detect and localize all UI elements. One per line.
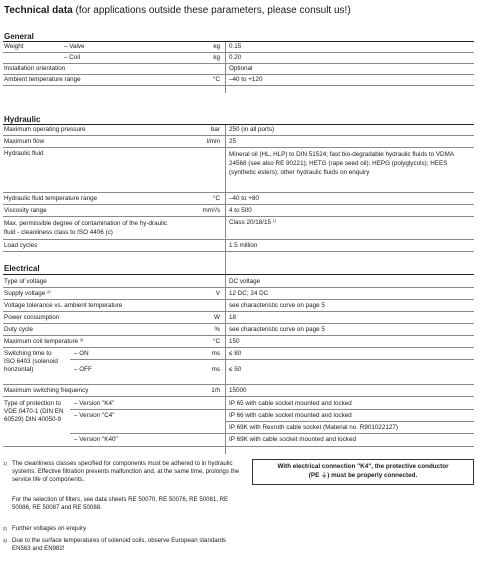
fluid-label: Hydraulic fluid [4, 150, 44, 157]
weight-valve-value: 0.15 [229, 43, 242, 50]
viscosity-unit: mm²/s [202, 207, 220, 214]
switching-label: Switching time to ISO 6403 (solenoid horizontal) [4, 350, 58, 373]
row-rule [3, 446, 474, 447]
ambient-value: –40 to +120 [229, 76, 263, 83]
row-rule [3, 192, 474, 193]
row-rule [3, 311, 474, 312]
flow-label: Maximum flow [4, 138, 45, 145]
weight-coil-value: 0.20 [229, 54, 242, 61]
pe-notice-line-2: (PE ⏚) must be properly connected. [308, 472, 418, 479]
c4-label: – Version "C4" [74, 412, 115, 419]
coil-temp-unit: °C [212, 338, 220, 345]
power-value: 18 [229, 314, 237, 321]
switching-on-value: ≤ 80 [229, 350, 242, 357]
viscosity-value: 4 to 500 [229, 207, 252, 214]
row-rule [3, 335, 474, 336]
supply-unit: V [215, 290, 220, 297]
row-rule [3, 85, 474, 86]
ambient-label: Ambient temperature range [4, 76, 81, 83]
flow-value: 25 [229, 138, 237, 145]
row-rule [3, 52, 474, 53]
footnote-3-marker: 3) [3, 538, 8, 543]
frequency-value: 15000 [229, 387, 247, 394]
row-rule [3, 239, 474, 240]
pressure-unit: bar [210, 126, 220, 133]
general-section-title: General [4, 32, 34, 41]
pe-notice-text [253, 462, 473, 480]
pe-notice-box [252, 459, 474, 485]
row-rule [3, 287, 474, 288]
power-label: Power consumption [4, 314, 60, 321]
pressure-label: Maximum operating pressure [4, 126, 86, 133]
row-rule [70, 433, 474, 434]
footnote-1-marker: 1) [3, 461, 8, 466]
footnote-2-text: Further voltages on enquiry [12, 525, 87, 532]
flow-unit: l/min [206, 138, 220, 145]
power-unit: W [214, 314, 220, 321]
row-rule [3, 384, 474, 385]
row-rule [70, 359, 474, 360]
ambient-unit: °C [212, 76, 220, 83]
footnote-1-extra: For the selection of filters, see data sheets RE 50070, RE 50076, RE 50081, RE 50086, RE 50087 and RE 50088. [12, 496, 229, 511]
orientation-label: Installation orientation [4, 65, 66, 72]
fluid-temp-value: –40 to +80 [229, 195, 259, 202]
frequency-label: Maximum switching frequency [4, 387, 89, 394]
row-rule [3, 323, 474, 324]
tolerance-value: see characteristic curve on page 5 [229, 302, 325, 309]
hydraulic-section-title: Hydraulic [4, 115, 41, 124]
load-value: 1.5 million [229, 242, 258, 249]
frequency-unit: 1/h [211, 387, 220, 394]
switching-on-label: – ON [74, 350, 89, 357]
general-top-rule [3, 41, 474, 42]
footnote-2-marker: 2) [3, 526, 8, 531]
k40-label: – Version "K40" [74, 436, 118, 443]
row-rule [3, 63, 474, 64]
contamination-label: Max. permissible degree of contamination of the hy-draulic fluid - cleanliness class to ISO 4406 (c) [4, 220, 168, 236]
weight-valve-unit: kg [213, 43, 220, 50]
electrical-divider [225, 275, 226, 454]
footnote-1-text: The cleanliness classes specified for components must be adhered to in hydraulic systems. Effective filtration prevents malfunction and, at the same time, prolongs the service life of components. [12, 460, 240, 483]
duty-label: Duty cycle [4, 326, 34, 333]
row-rule [3, 251, 474, 252]
duty-unit: % [214, 326, 220, 333]
title-sub: (for applications outside these parameters, please consult us!) [72, 5, 351, 16]
weight-coil-label: – Coil [64, 54, 81, 61]
coil-temp-value: 150 [229, 338, 240, 345]
supply-label: Supply voltage ²⁾ [4, 290, 51, 297]
k4-value: IP 65 with cable socket mounted and locked [229, 400, 352, 407]
row-rule [3, 216, 474, 217]
weight-label: Weight [4, 43, 24, 50]
protection-label: Type of protection to VDE 0470-1 (DIN EN 60529) DIN 40050-9 [4, 400, 64, 423]
switching-off-unit: ms [211, 366, 220, 373]
row-rule [70, 409, 474, 410]
fluid-value: Mineral oil (HL, HLP) to DIN 51524; fast bio-degradable hydraulic fluids to VDMA 24568 (see also RE 90221); HETG (rape seed oil); HEPG (polyglycols); HEES (synthetic esters); other hydraulic fluids on enquiry [229, 151, 454, 176]
switching-on-unit: ms [211, 350, 220, 357]
coil-temp-label: Maximum coil temperature ³⁾ [4, 338, 84, 345]
row-rule [3, 396, 474, 397]
voltage-type-label: Type of voltage [4, 278, 47, 285]
fluid-temp-unit: °C [212, 195, 220, 202]
voltage-type-value: DC voltage [229, 278, 261, 285]
row-rule [3, 147, 474, 148]
k40-value: IP 69K with cable socket mounted and locked [229, 436, 356, 443]
c4-value-2: IP 69K with Rexroth cable socket (Material no. R901022127) [229, 424, 398, 431]
c4-value-1: IP 66 with cable socket mounted and locked [229, 412, 352, 419]
fluid-temp-label: Hydraulic fluid temperature range [4, 195, 98, 202]
hydraulic-top-rule [3, 124, 474, 125]
row-rule [3, 135, 474, 136]
switching-off-value: ≤ 50 [229, 366, 242, 373]
contamination-value: Class 20/18/15 ¹⁾ [229, 219, 277, 226]
electrical-top-rule [3, 274, 474, 275]
hydraulic-divider [225, 125, 226, 280]
footnote-3-text: Due to the surface temperatures of solenoid coils, observe European standards EN563 and EN982! [12, 537, 227, 552]
row-rule [3, 204, 474, 205]
load-label: Load cycles [4, 242, 38, 249]
weight-coil-unit: kg [213, 54, 220, 61]
switching-off-label: – OFF [74, 366, 92, 373]
supply-value: 12 DC; 24 DC [229, 290, 269, 297]
page-title [4, 5, 351, 16]
viscosity-label: Viscosity range [4, 207, 47, 214]
row-rule [226, 421, 474, 422]
pe-notice-line-1: With electrical connection "K4", the protective conductor [277, 463, 449, 470]
electrical-section-title: Electrical [4, 264, 40, 273]
k4-label: – Version "K4" [74, 400, 115, 407]
orientation-value: Optional [229, 65, 253, 72]
row-rule [3, 74, 474, 75]
row-rule [3, 347, 474, 348]
weight-valve-label: – Valve [64, 43, 85, 50]
duty-value: see characteristic curve on page 5 [229, 326, 325, 333]
title-main: Technical data [4, 5, 73, 16]
row-rule [3, 299, 474, 300]
pressure-value: 250 (in all ports) [229, 126, 275, 133]
tolerance-label: Voltage tolerance vs. ambient temperature [4, 302, 123, 309]
